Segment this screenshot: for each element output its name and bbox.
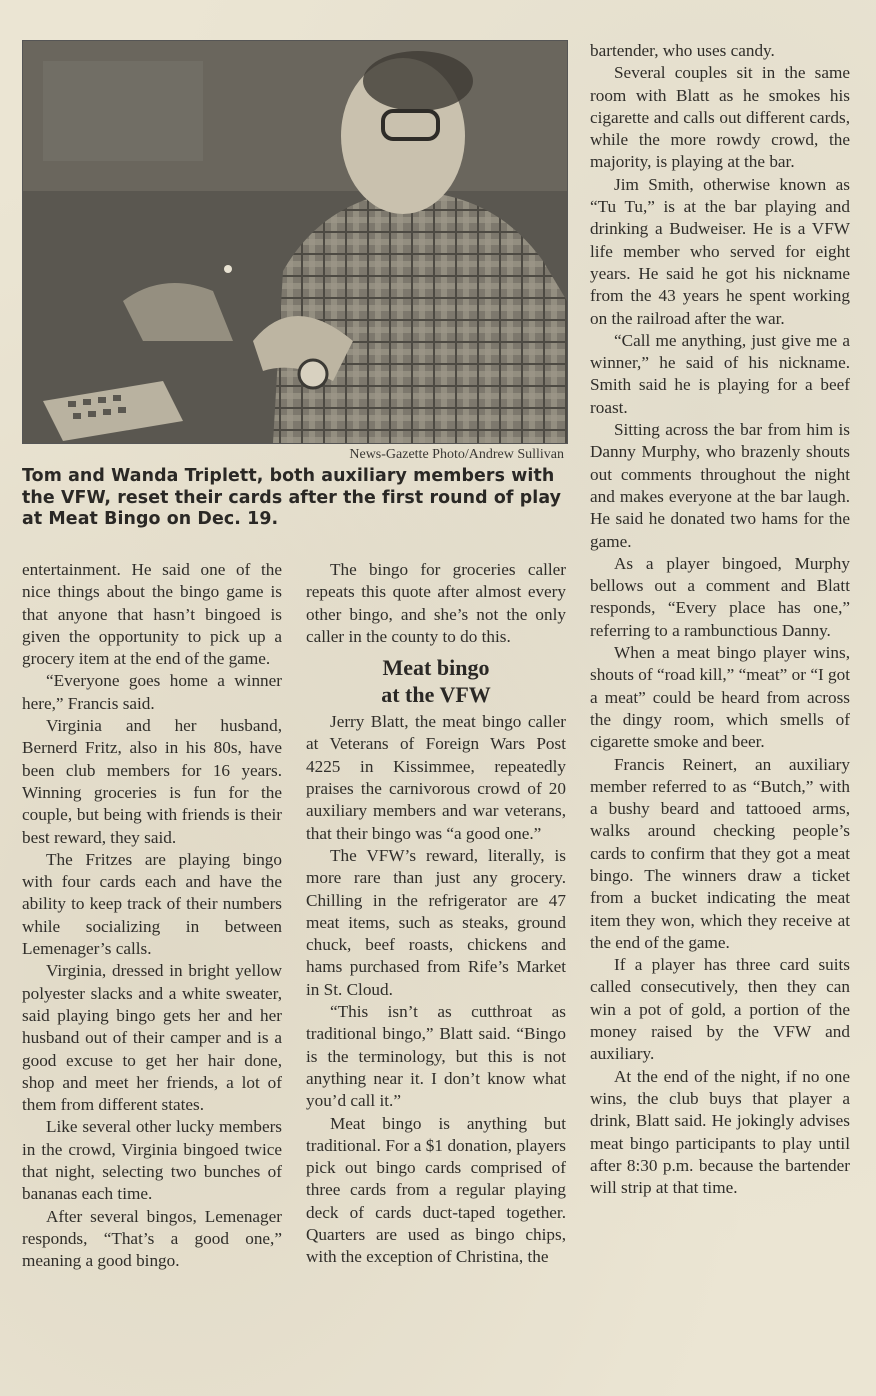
paragraph: Several couples sit in the same room with Blatt as he smokes his cigarette and calls out different cards, while the more rowdy crowd, the majority, is playing at the bar.: [590, 63, 850, 172]
paragraph: Meat bingo is anything but traditional. For a $1 donation, players pick out bingo cards comprised of three cards from a regular playing deck of cards duct-taped together. Quarters are used as bingo chips, with the exception of Christina, the: [306, 1113, 566, 1267]
paragraph: When a meat bingo player wins, shouts of “road kill,” “meat” or “I got a meat” could be heard from across the dingy room, which smells of cigarette smoke and beer.: [590, 643, 850, 752]
photo-caption: Tom and Wanda Triplett, both auxiliary members with the VFW, reset their cards after the first round of play at Meat Bingo on Dec. 19.: [22, 466, 562, 529]
paragraph: Sitting across the bar from him is Danny Murphy, who brazenly shouts out comments throughout the night and makes everyone at the bar laugh. He said he donated two hams for the game.: [590, 420, 850, 551]
paragraph: “Everyone goes home a winner here,” Francis said.: [22, 671, 282, 713]
photo-illustration: [23, 41, 567, 443]
subhead-line-2: at the VFW: [381, 682, 491, 708]
paragraph: Jim Smith, otherwise known as “Tu Tu,” is at the bar playing and drinking a Budweiser. He is a VFW life member who served for eight years. He said he got his nickname from the 43 years he spent working on the railroad after the war.: [590, 174, 850, 328]
article-column-2: [306, 559, 566, 1269]
paragraph: The Fritzes are playing bingo with four cards each and have the ability to keep track of their numbers while socializing in between Lemenager’s calls.: [22, 849, 282, 959]
paragraph: Virginia, dressed in bright yellow polyester slacks and a white sweater, said playing bingo gets her and her husband out of their camper and is a good excuse to get her hair done, shop and meet her friends, a lot of them from different states.: [22, 961, 282, 1115]
paragraph: entertainment. He said one of the nice things about the bingo game is that anyone that hasn’t bingoed is given the opportunity to pick up a grocery item at the end of the game.: [22, 560, 282, 669]
subhead-line-1: Meat bingo: [382, 655, 490, 681]
article-column-1: [22, 559, 282, 1273]
photo-credit: News-Gazette Photo/Andrew Sullivan: [349, 447, 564, 462]
news-photo: [22, 40, 568, 444]
paragraph: “This isn’t as cutthroat as traditional bingo,” Blatt said. “Bingo is the terminology, but this is not anything near it. I don’t know what you’d call it.”: [306, 1002, 566, 1111]
paragraph: Virginia and her husband, Bernerd Fritz, also in his 80s, have been club members for 16 years. Winning groceries is fun for the couple, but being with friends is their best reward, they said.: [22, 716, 282, 847]
article-column-3: [590, 40, 850, 1199]
paragraph: Francis Reinert, an auxiliary member referred to as “Butch,” with a bushy beard and tattooed arms, walks around checking people’s cards to confirm that they got a meat bingo. The winners draw a ticket from a bucket indicating the meat item they won, which they receive at the end of the game.: [590, 754, 850, 952]
paragraph: At the end of the night, if no one wins, the club buys that player a drink, Blatt said. He jokingly advises meat bingo participants to play until after 8:30 p.m. because the bartender will strip at that time.: [590, 1066, 850, 1198]
paragraph: The bingo for groceries caller repeats this quote after almost every other bingo, and she’s not the only caller in the county to do this.: [306, 560, 566, 646]
paragraph: After several bingos, Lemenager responds, “That’s a good one,” meaning a good bingo.: [22, 1206, 282, 1271]
paragraph: “Call me anything, just give me a winner,” he said of his nickname. Smith said he is playing for a beef roast.: [590, 330, 850, 417]
section-subhead: [306, 654, 566, 708]
paragraph: bartender, who uses candy.: [590, 41, 775, 60]
paragraph: Like several other lucky members in the crowd, Virginia bingoed twice that night, selecting two bunches of bananas each time.: [22, 1117, 282, 1204]
paragraph: The VFW’s reward, literally, is more rare than just any grocery. Chilling in the refrigerator are 47 meat items, such as steaks, ground chuck, beef roasts, chickens and hams purchased from Rife’s Market in St. Cloud.: [306, 845, 566, 999]
paragraph: If a player has three card suits called consecutively, then they can win a pot of gold, a portion of the money raised by the VFW and auxiliary.: [590, 955, 850, 1064]
paragraph: As a player bingoed, Murphy bellows out a comment and Blatt responds, “Every place has one,” referring to a rambunctious Danny.: [590, 553, 850, 640]
paragraph: Jerry Blatt, the meat bingo caller at Veterans of Foreign Wars Post 4225 in Kissimmee, repeatedly praises the carnivorous crowd of 20 auxiliary members and war veterans, that their bingo was “a good one.”: [306, 712, 566, 843]
